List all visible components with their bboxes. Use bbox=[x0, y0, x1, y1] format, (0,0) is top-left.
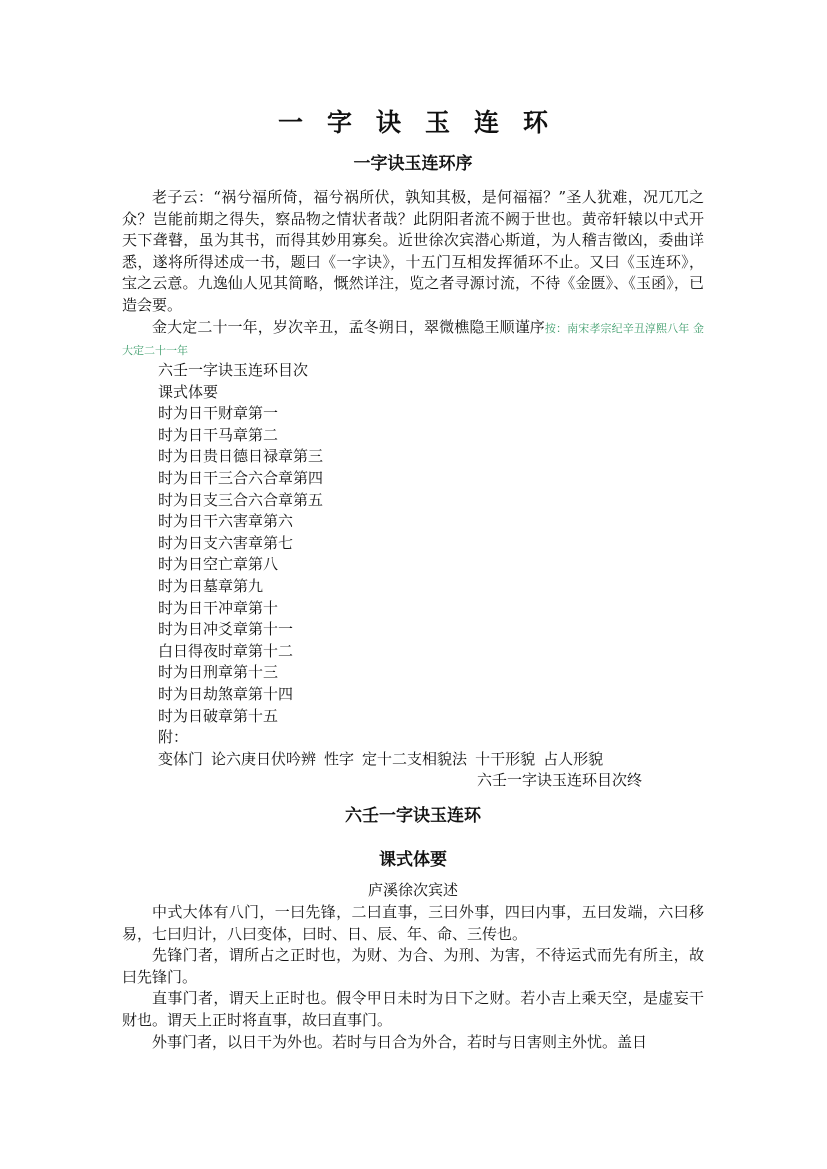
document-title: 一字诀玉连环 bbox=[277, 108, 572, 137]
toc-item: 时为日空亡章第八 bbox=[158, 555, 279, 574]
appendix-item: 性字 bbox=[324, 749, 355, 768]
appendix-item: 论六庚日伏吟辨 bbox=[211, 749, 317, 768]
toc-item: 时为日破章第十五 bbox=[158, 706, 279, 725]
body-paragraph: 外事门者，以日干为外也。若时与日合为外合，若时与日害则主外忧。盖日 bbox=[152, 1032, 648, 1051]
toc-item: 课式体要 bbox=[158, 382, 219, 401]
appendix-item: 十干形貌 bbox=[475, 749, 536, 768]
toc-item: 时为日干六害章第六 bbox=[158, 512, 294, 531]
preface-paragraph-2 bbox=[122, 317, 704, 362]
toc-item: 时为日支三合六合章第五 bbox=[158, 490, 324, 509]
appendix-item: 占人形貌 bbox=[543, 749, 604, 768]
preface-note: 按：南宋孝宗纪辛丑淳熙八年 金大定二十一年 bbox=[122, 321, 704, 358]
main-heading: 六壬一字诀玉连环 bbox=[345, 806, 481, 826]
toc-item: 时为日墓章第九 bbox=[158, 576, 264, 595]
body-paragraph: 中式大体有八门，一曰先锋，二曰直事，三曰外事，四曰内事，五曰发端，六曰移易，七曰归计，八曰变体，曰时、日、辰、年、命、三传也。 bbox=[122, 903, 704, 943]
toc-item: 白日得夜时章第十二 bbox=[158, 641, 294, 660]
preface-text bbox=[122, 187, 704, 362]
toc-end: 六壬一字诀玉连环目次终 bbox=[476, 771, 642, 790]
toc-item: 时为日干冲章第十 bbox=[158, 598, 279, 617]
toc-item: 六壬一字诀玉连环目次 bbox=[158, 361, 309, 379]
preface-paragraph-1: 老子云：“祸兮福所倚，福兮祸所伏，孰知其极，是何福福？”圣人犹难，况兀兀之众？岂能前期之得失，察品物之情状者哉？此阴阳者流不阙于世也。黄帝轩辕以中式开天下聋瞽，虽为其书，而得其妙用寡矣。近世徐次宾潜心斯道，为人稽吉徵凶，委曲详悉，遂将所得述成一书，题曰《一字诀》，十五门互相发挥循环不止。又曰《玉连环》，宝之云意。九逸仙人见其简略，慨然详注，览之者寻源讨流，不待《金匮》、《玉函》，已造会要。 bbox=[122, 188, 704, 314]
preface-signature: 金大定二十一年，岁次辛丑，孟冬朔日，翠微樵隐王顺谨序 bbox=[152, 317, 545, 336]
appendix-item: 定十二支相貌法 bbox=[362, 749, 468, 768]
body-paragraph: 直事门者，谓天上正时也。假令甲日未时为日下之财。若小吉上乘天空，是虚妄干财也。谓天上正时将直事，故曰直事门。 bbox=[122, 989, 704, 1029]
preface-heading: 一字诀玉连环序 bbox=[353, 154, 473, 174]
table-of-contents bbox=[122, 360, 704, 792]
toc-item: 时为日干三合六合章第四 bbox=[158, 468, 324, 487]
body-text bbox=[122, 902, 704, 1053]
toc-item: 附： bbox=[158, 728, 189, 747]
body-paragraph: 先锋门者，谓所占之正时也，为财、为合、为刑、为害，不待运式而先有所主，故曰先锋门。 bbox=[122, 946, 704, 986]
toc-item: 时为日干马章第二 bbox=[158, 425, 279, 444]
toc-item: 时为日劫煞章第十四 bbox=[158, 684, 294, 703]
toc-item: 时为日干财章第一 bbox=[158, 404, 279, 423]
toc-item: 时为日支六害章第七 bbox=[158, 533, 294, 552]
toc-item: 时为日贵日德日禄章第三 bbox=[158, 447, 324, 466]
toc-item: 时为日冲爻章第十一 bbox=[158, 620, 294, 639]
appendix-item: 变体门 bbox=[158, 749, 204, 768]
toc-appendix-line bbox=[122, 749, 704, 771]
toc-item: 时为日刑章第十三 bbox=[158, 663, 279, 682]
section-heading: 课式体要 bbox=[379, 850, 447, 870]
author-line: 庐溪徐次宾述 bbox=[367, 881, 458, 899]
